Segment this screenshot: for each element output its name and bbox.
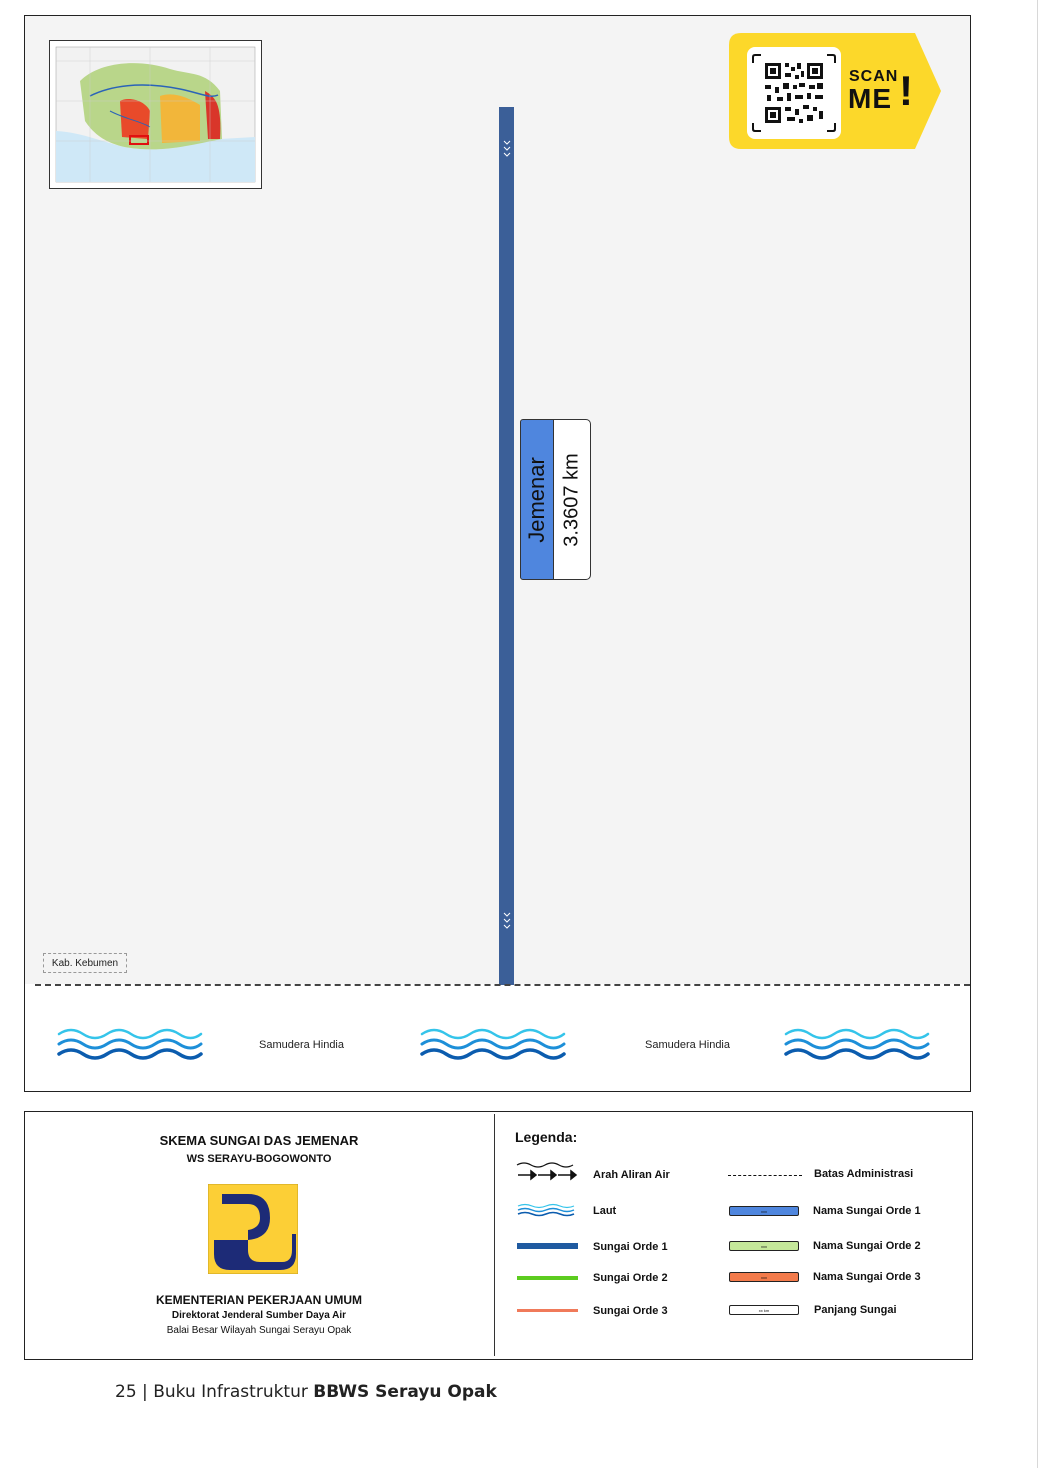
legend-admin-boundary-line bbox=[728, 1175, 802, 1176]
sea-wave-icon bbox=[420, 1026, 566, 1062]
legend-item-label: Sungai Orde 3 bbox=[593, 1305, 668, 1317]
page-number: 25 bbox=[115, 1382, 137, 1402]
schema-subtitle: WS SERAYU-BOGOWONTO bbox=[186, 1153, 332, 1165]
pu-logo bbox=[208, 1184, 298, 1274]
sea-wave-icon bbox=[517, 1203, 577, 1217]
qr-exclaim-text: ! bbox=[899, 67, 913, 114]
admin-boundary-line bbox=[35, 984, 970, 986]
footer-separator: | bbox=[142, 1382, 148, 1402]
qr-me-text: ME bbox=[848, 83, 892, 114]
inset-map-graphic bbox=[50, 41, 261, 188]
river-name-text: Jemenar bbox=[524, 456, 549, 543]
qr-scan-text: SCAN bbox=[849, 68, 899, 85]
ministry-name: KEMENTERIAN PEKERJAAN UMUM bbox=[155, 1293, 362, 1307]
region-label: Kab. Kebumen bbox=[43, 953, 127, 973]
legend-item-label: Nama Sungai Orde 3 bbox=[813, 1271, 921, 1283]
sea-label: Samudera Hindia bbox=[259, 1039, 344, 1051]
office-name: Balai Besar Wilayah Sungai Serayu Opak bbox=[166, 1325, 352, 1336]
footer-book-bold: BBWS Serayu Opak bbox=[313, 1382, 497, 1402]
flow-arrow-icon bbox=[503, 912, 511, 930]
river-length-label bbox=[553, 419, 591, 580]
footer-book-text: Buku Infrastruktur bbox=[153, 1382, 308, 1402]
legend-item-label: Nama Sungai Orde 1 bbox=[813, 1205, 921, 1217]
legend-river-order-1-line bbox=[517, 1243, 578, 1249]
scan-me-qr-badge[interactable] bbox=[729, 33, 941, 149]
schema-title: SKEMA SUNGAI DAS JEMENAR bbox=[159, 1133, 359, 1148]
river-jemenar-line bbox=[499, 107, 514, 985]
legend-item-label: Batas Administrasi bbox=[814, 1168, 914, 1180]
legend-item-label: Sungai Orde 2 bbox=[593, 1272, 668, 1284]
sea-label: Samudera Hindia bbox=[645, 1039, 730, 1051]
legend-item-label: Arah Aliran Air bbox=[593, 1169, 670, 1181]
page-edge bbox=[1037, 0, 1038, 1468]
legend-item-label: Panjang Sungai bbox=[814, 1304, 897, 1316]
directorate-name: Direktorat Jenderal Sumber Daya Air bbox=[171, 1310, 347, 1321]
legend-river-length-box: xx km bbox=[729, 1305, 799, 1315]
flow-arrow-icon bbox=[503, 140, 511, 158]
legend-title: Legenda: bbox=[515, 1129, 578, 1145]
legend-river-order-2-line bbox=[517, 1276, 578, 1280]
location-inset-map bbox=[49, 40, 262, 189]
sea-wave-icon bbox=[784, 1026, 930, 1062]
flow-arrows-icon bbox=[516, 1161, 578, 1181]
legend-river-order-3-line bbox=[517, 1309, 578, 1312]
frame-divider bbox=[494, 1114, 495, 1356]
river-name-label bbox=[520, 419, 554, 580]
legend-name-order-2-box: xxx bbox=[729, 1241, 799, 1251]
legend-item-label: Nama Sungai Orde 2 bbox=[813, 1240, 921, 1252]
river-length-text: 3.3607 km bbox=[560, 452, 583, 547]
legend-item-label: Sungai Orde 1 bbox=[593, 1241, 668, 1253]
legend-name-order-1-box: xxx bbox=[729, 1206, 799, 1216]
page-footer bbox=[115, 1382, 497, 1402]
sea-wave-icon bbox=[57, 1026, 203, 1062]
info-legend-frame bbox=[24, 1111, 973, 1360]
legend-item-label: Laut bbox=[593, 1205, 617, 1217]
legend-name-order-3-box: xxx bbox=[729, 1272, 799, 1282]
